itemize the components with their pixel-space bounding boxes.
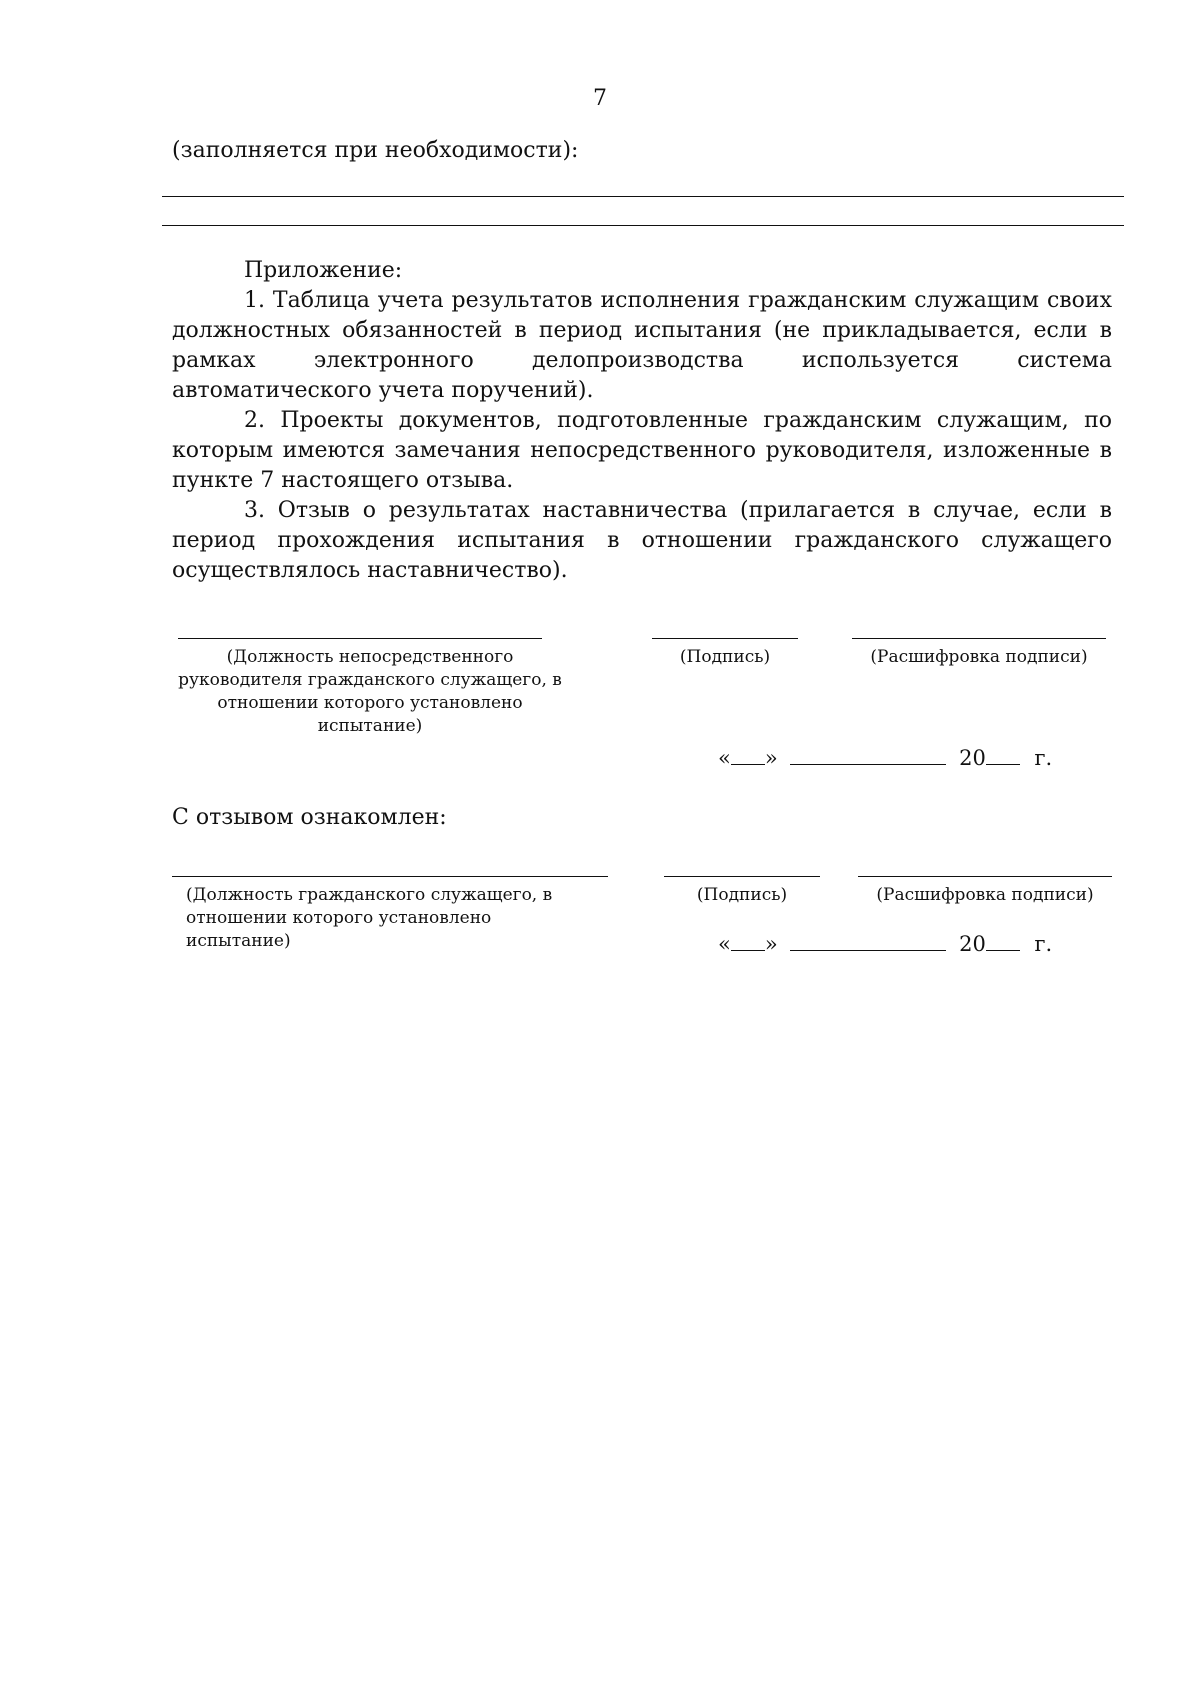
- attachments-section: [172, 256, 1112, 586]
- date-year-prefix: 20: [959, 746, 986, 770]
- date-open-quote: «: [718, 932, 731, 956]
- supervisor-date: [718, 744, 1052, 770]
- employee-date: [718, 930, 1052, 956]
- page-number: 7: [593, 86, 607, 111]
- supervisor-signature-line: [652, 638, 798, 639]
- supervisor-name-line: [852, 638, 1106, 639]
- date-day-blank: [731, 930, 765, 951]
- supervisor-signature-caption: (Подпись): [679, 647, 771, 667]
- blank-line: [162, 196, 1124, 197]
- date-year-blank: [986, 930, 1020, 951]
- attachments-heading: Приложение:: [244, 258, 403, 283]
- employee-signature-caption: (Подпись): [696, 885, 788, 905]
- date-year-prefix: 20: [959, 932, 986, 956]
- date-month-blank: [790, 930, 946, 951]
- date-month-blank: [790, 744, 946, 765]
- employee-name-line: [858, 876, 1112, 877]
- date-year-suffix: г.: [1034, 932, 1053, 956]
- employee-signature-line: [664, 876, 820, 877]
- date-day-blank: [731, 744, 765, 765]
- attachment-item-1: 1. Таблица учета результатов исполнения гражданским служащим своих должностных обязанностей в период испытания (не прикладывается, если в рамках электронного делопроизводства используется система автоматического учета поручений).: [172, 288, 1112, 403]
- supervisor-position-caption: (Должность непосредственного руководителя гражданского служащего, в отношении которого установлено испытание): [178, 647, 562, 736]
- supervisor-position-line: [178, 638, 542, 639]
- attachment-item-2: 2. Проекты документов, подготовленные гражданским служащим, по которым имеются замечания непосредственного руководителя, изложенные в пункте 7 настоящего отзыва.: [172, 408, 1112, 493]
- date-year-suffix: г.: [1034, 746, 1053, 770]
- employee-position-line: [172, 876, 608, 877]
- employee-position-caption-text: (Должность гражданского служащего, в отношении которого установлено испытание): [186, 885, 553, 951]
- date-year-blank: [986, 744, 1020, 765]
- date-open-quote: «: [718, 746, 731, 770]
- employee-position-caption: [172, 884, 592, 953]
- acquainted-label: С отзывом ознакомлен:: [172, 805, 447, 830]
- blank-line: [162, 225, 1124, 226]
- employee-name-caption: (Расшифровка подписи): [876, 885, 1094, 905]
- date-close-quote: »: [764, 932, 778, 956]
- supervisor-name-caption: (Расшифровка подписи): [870, 647, 1088, 667]
- fill-note: (заполняется при необходимости):: [172, 138, 579, 163]
- date-close-quote: »: [764, 746, 778, 770]
- attachment-item-3: 3. Отзыв о результатах наставничества (прилагается в случае, если в период прохождения испытания в отношении гражданского служащего осуществлялось наставничество).: [172, 498, 1112, 583]
